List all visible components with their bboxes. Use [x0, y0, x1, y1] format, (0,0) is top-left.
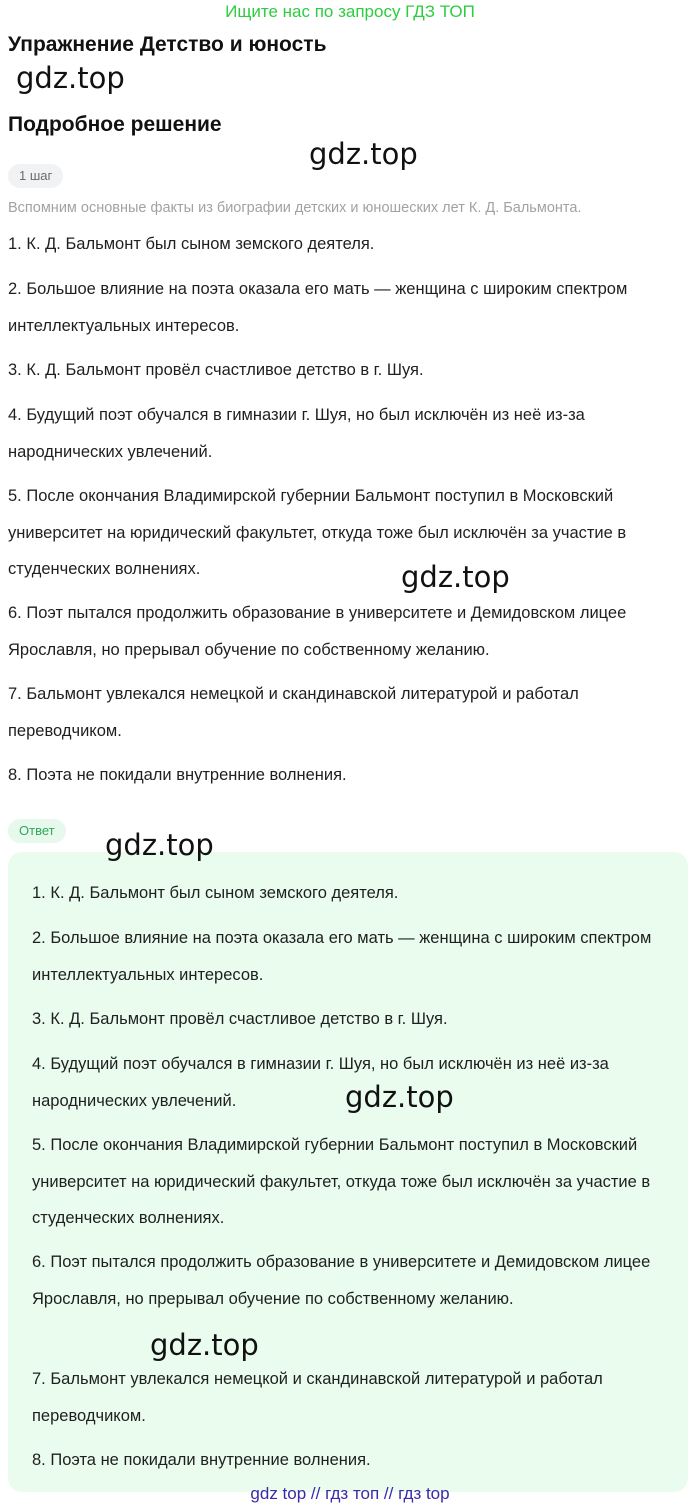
promo-banner: Ищите нас по запросу ГДЗ ТОП: [225, 2, 475, 21]
solution-item: 7. Бальмонт увлекался немецкой и скандинавской литературой и работал переводчиком.: [8, 685, 579, 740]
watermark: gdz.top: [401, 560, 510, 594]
answer-item: 2. Большое влияние на поэта оказала его мать — женщина с широким спектром интеллектуальных интересов.: [32, 929, 652, 984]
page-title: Упражнение Детство и юность: [8, 33, 327, 56]
answer-item: 3. К. Д. Бальмонт провёл счастливое детство в г. Шуя.: [32, 1010, 448, 1028]
answer-item: 6. Поэт пытался продолжить образование в университете и Демидовском лицее Ярославля, но прерывал обучение по собственному желанию.: [32, 1253, 651, 1308]
answer-item: 7. Бальмонт увлекался немецкой и скандинавской литературой и работал переводчиком.: [32, 1370, 603, 1425]
solution-item: 6. Поэт пытался продолжить образование в университете и Демидовском лицее Ярославля, но прерывал обучение по собственному желанию.: [8, 604, 627, 659]
step-badge: 1 шаг: [8, 164, 63, 188]
watermark: gdz.top: [309, 137, 418, 171]
watermark: gdz.top: [105, 828, 214, 862]
solution-item: 5. После окончания Владимирской губернии Бальмонт поступил в Московский университет на юридический факультет, откуда тоже был исключён за участие в студенческих волнениях.: [8, 487, 627, 578]
solution-item: 1. К. Д. Бальмонт был сыном земского деятеля.: [8, 235, 375, 253]
footer-links: gdz top // гдз топ // гдз top: [250, 1484, 450, 1503]
solution-item: 2. Большое влияние на поэта оказала его мать — женщина с широким спектром интеллектуальных интересов.: [8, 280, 628, 335]
solution-item: 4. Будущий поэт обучался в гимназии г. Шуя, но был исключён из неё из-за народнических увлечений.: [8, 406, 585, 461]
solution-item: 3. К. Д. Бальмонт провёл счастливое детство в г. Шуя.: [8, 361, 424, 379]
solution-item: 8. Поэта не покидали внутренние волнения.: [8, 766, 347, 784]
answer-item: 8. Поэта не покидали внутренние волнения.: [32, 1451, 371, 1469]
step-intro: Вспомним основные факты из биографии детских и юношеских лет К. Д. Бальмонта.: [8, 200, 582, 216]
answer-badge: Ответ: [8, 819, 66, 843]
answer-item: 4. Будущий поэт обучался в гимназии г. Шуя, но был исключён из неё из-за народнических увлечений.: [32, 1055, 609, 1110]
watermark: gdz.top: [16, 61, 125, 95]
watermark: gdz.top: [150, 1328, 259, 1362]
watermark: gdz.top: [345, 1080, 454, 1114]
section-heading: Подробное решение: [8, 113, 222, 136]
answer-item: 1. К. Д. Бальмонт был сыном земского деятеля.: [32, 884, 399, 902]
answer-item: 5. После окончания Владимирской губернии Бальмонт поступил в Московский университет на юридический факультет, откуда тоже был исключён за участие в студенческих волнениях.: [32, 1136, 651, 1227]
